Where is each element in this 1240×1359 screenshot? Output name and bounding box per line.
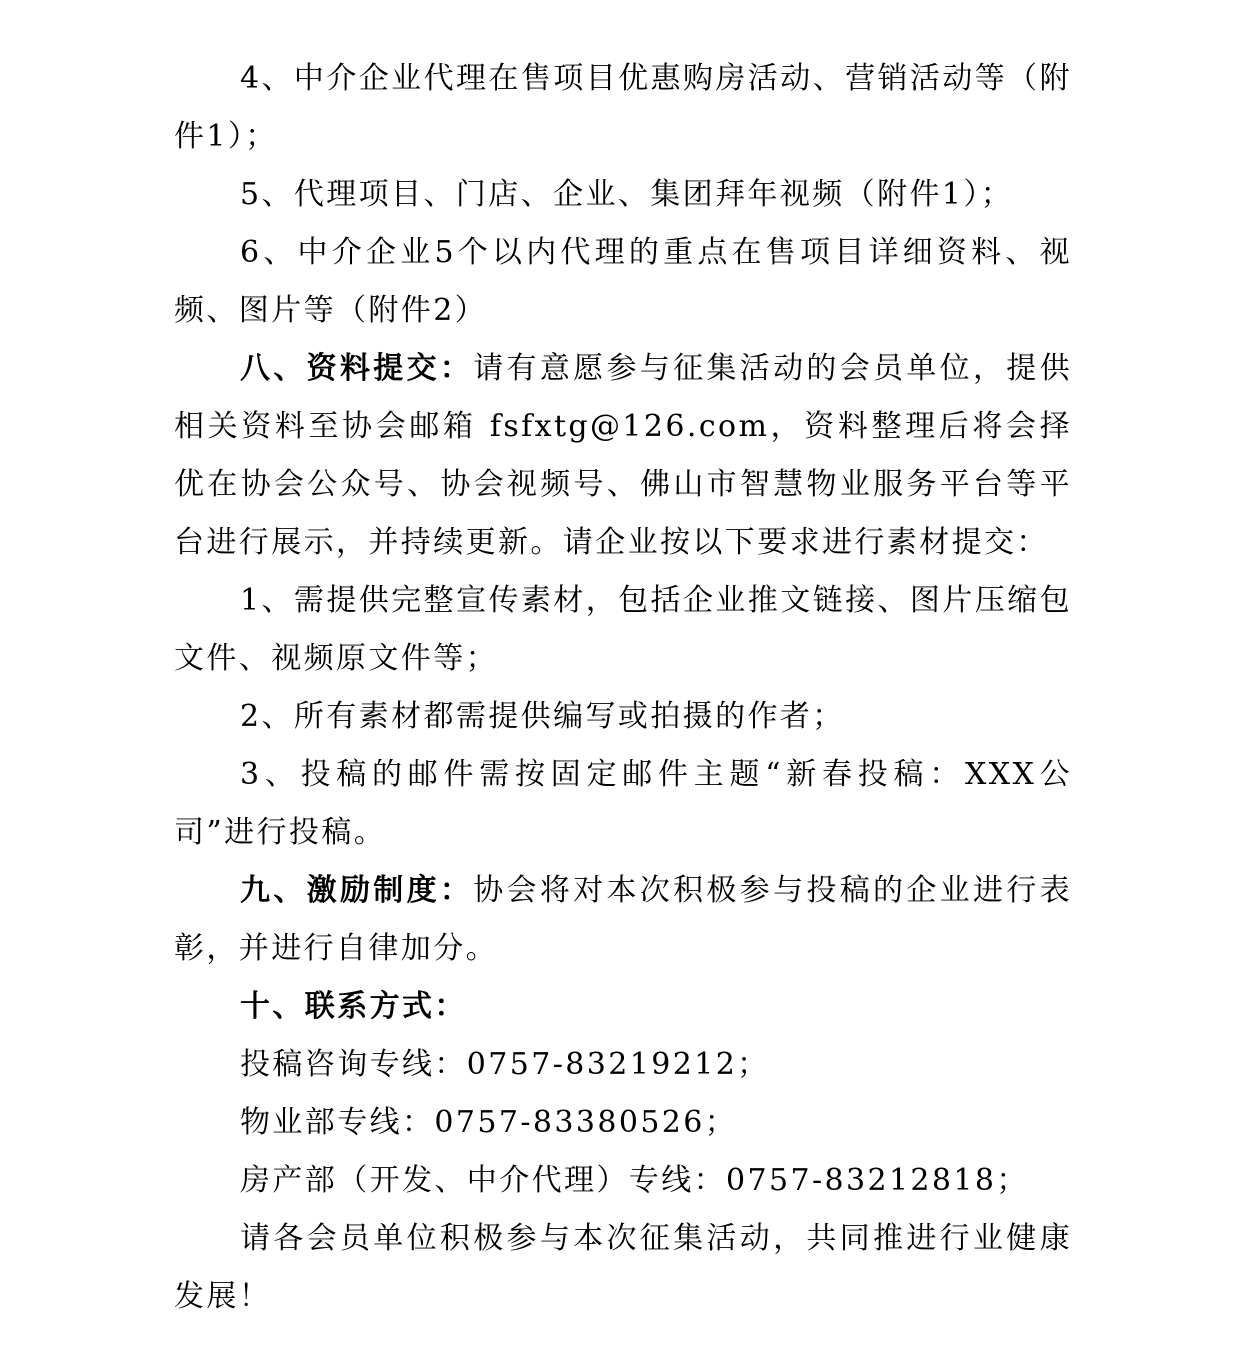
document-page	[174, 50, 1072, 1326]
section-8-item-3: 3、投稿的邮件需按固定邮件主题“新春投稿：XXX公司”进行投稿。	[174, 757, 1072, 850]
section-10-heading: 十、联系方式：	[240, 989, 467, 1024]
section-8-paragraph	[174, 340, 1072, 572]
item-4: 4、中介企业代理在售项目优惠购房活动、营销活动等（附件1）；	[174, 61, 1072, 154]
section-9-body: 协会将对本次积极参与投稿的企业进行表彰，并进行自律加分。	[174, 873, 1072, 966]
section-9-paragraph	[174, 862, 1072, 978]
contact-submission: 投稿咨询专线：0757-83219212；	[240, 1047, 770, 1082]
item-5: 5、代理项目、门店、企业、集团拜年视频（附件1）；	[240, 177, 1014, 212]
section-9-heading: 九、激励制度：	[240, 873, 474, 908]
section-8-heading: 八、资料提交：	[240, 351, 474, 386]
section-10-paragraph	[174, 978, 1072, 1036]
closing-paragraph: 请各会员单位积极参与本次征集活动，共同推进行业健康发展！	[174, 1221, 1072, 1314]
section-8-item-2: 2、所有素材都需提供编写或拍摄的作者；	[240, 699, 845, 734]
contact-realestate-dept: 房产部（开发、中介代理）专线：0757-83212818；	[240, 1163, 1029, 1198]
section-8-body: 请有意愿参与征集活动的会员单位，提供相关资料至协会邮箱 fsfxtg@126.com，资料整理后将会择优在协会公众号、协会视频号、佛山市智慧物业服务平台等平台进行展示，并持续更新。请企业按以下要求进行素材提交：	[174, 351, 1072, 560]
contact-property-dept: 物业部专线：0757-83380526；	[240, 1105, 738, 1140]
section-8-item-1: 1、需提供完整宣传素材，包括企业推文链接、图片压缩包文件、视频原文件等；	[174, 583, 1072, 676]
item-6: 6、中介企业5个以内代理的重点在售项目详细资料、视频、图片等（附件2）	[174, 235, 1072, 328]
